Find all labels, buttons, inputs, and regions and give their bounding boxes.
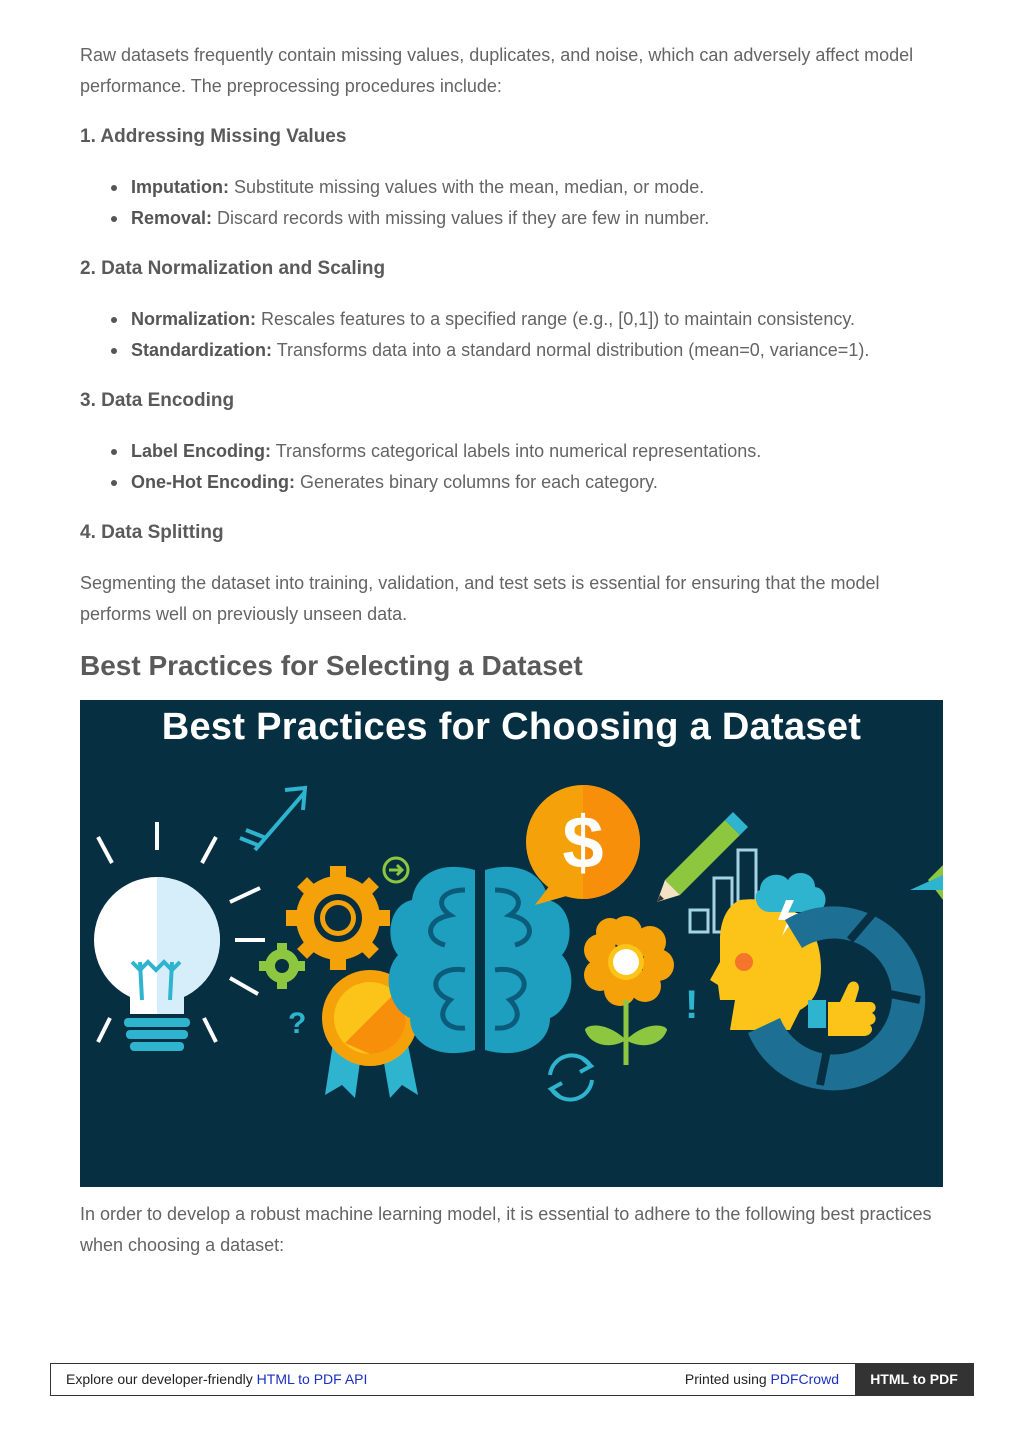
list-item: Label Encoding: Transforms categorical labels into numerical representations. — [131, 436, 944, 467]
article-body — [80, 40, 944, 1261]
partial-plane-icon — [910, 865, 943, 900]
intro-paragraph: Raw datasets frequently contain missing values, duplicates, and noise, which can adversely affect model performance. The preprocessing procedures include: — [80, 45, 914, 96]
gear-icon — [286, 866, 390, 970]
html-to-pdf-button[interactable]: HTML to PDF — [855, 1364, 973, 1395]
list-item: Imputation: Substitute missing values with the mean, median, or mode. — [131, 172, 944, 203]
list-item: Standardization: Transforms data into a standard normal distribution (mean=0, variance=1). — [131, 335, 944, 366]
section-heading-encoding: 3. Data Encoding — [80, 390, 235, 411]
normalization-list — [80, 304, 944, 366]
splitting-paragraph: Segmenting the dataset into training, validation, and test sets is essential for ensuring that the model performs well on previously unseen data. — [80, 573, 880, 624]
arrow-icon — [240, 788, 305, 850]
footer-printed: Printed using PDFCrowd — [684, 1371, 839, 1387]
encoding-list — [80, 436, 944, 498]
question-mark: ? — [288, 1007, 307, 1040]
dollar-sign: $ — [562, 801, 604, 884]
pdfcrowd-link[interactable]: PDFCrowd — [770, 1371, 839, 1387]
exclamation-mark: ! — [685, 983, 699, 1027]
missing-values-list — [80, 172, 944, 234]
banner-illustration — [80, 700, 943, 1187]
flower-icon — [584, 916, 674, 1065]
pencil-icon — [657, 812, 748, 902]
html-to-pdf-api-link[interactable]: HTML to PDF API — [256, 1371, 368, 1387]
list-item: Normalization: Rescales features to a specified range (e.g., [0,1]) to maintain consistency. — [131, 304, 944, 335]
best-practices-banner-image — [80, 700, 943, 1187]
pdfcrowd-footer — [50, 1363, 974, 1396]
best-practices-heading: Best Practices for Selecting a Dataset — [80, 650, 583, 681]
banner-title: Best Practices for Choosing a Dataset — [161, 706, 862, 748]
refresh-icon — [550, 1055, 592, 1099]
footer-explore: Explore our developer-friendly HTML to PDF API — [66, 1371, 368, 1387]
list-item: One-Hot Encoding: Generates binary columns for each category. — [131, 467, 944, 498]
thumbs-up-icon — [808, 981, 876, 1036]
section-heading-normalization: 2. Data Normalization and Scaling — [80, 258, 386, 279]
section-heading-splitting: 4. Data Splitting — [80, 522, 224, 543]
lightbulb-icon — [94, 822, 265, 1051]
next-circle-icon — [384, 858, 408, 882]
section-heading-missing-values: 1. Addressing Missing Values — [80, 126, 347, 147]
list-item: Removal: Discard records with missing values if they are few in number. — [131, 203, 944, 234]
closing-paragraph: In order to develop a robust machine learning model, it is essential to adhere to the following best practices when choosing a dataset: — [80, 1204, 932, 1255]
